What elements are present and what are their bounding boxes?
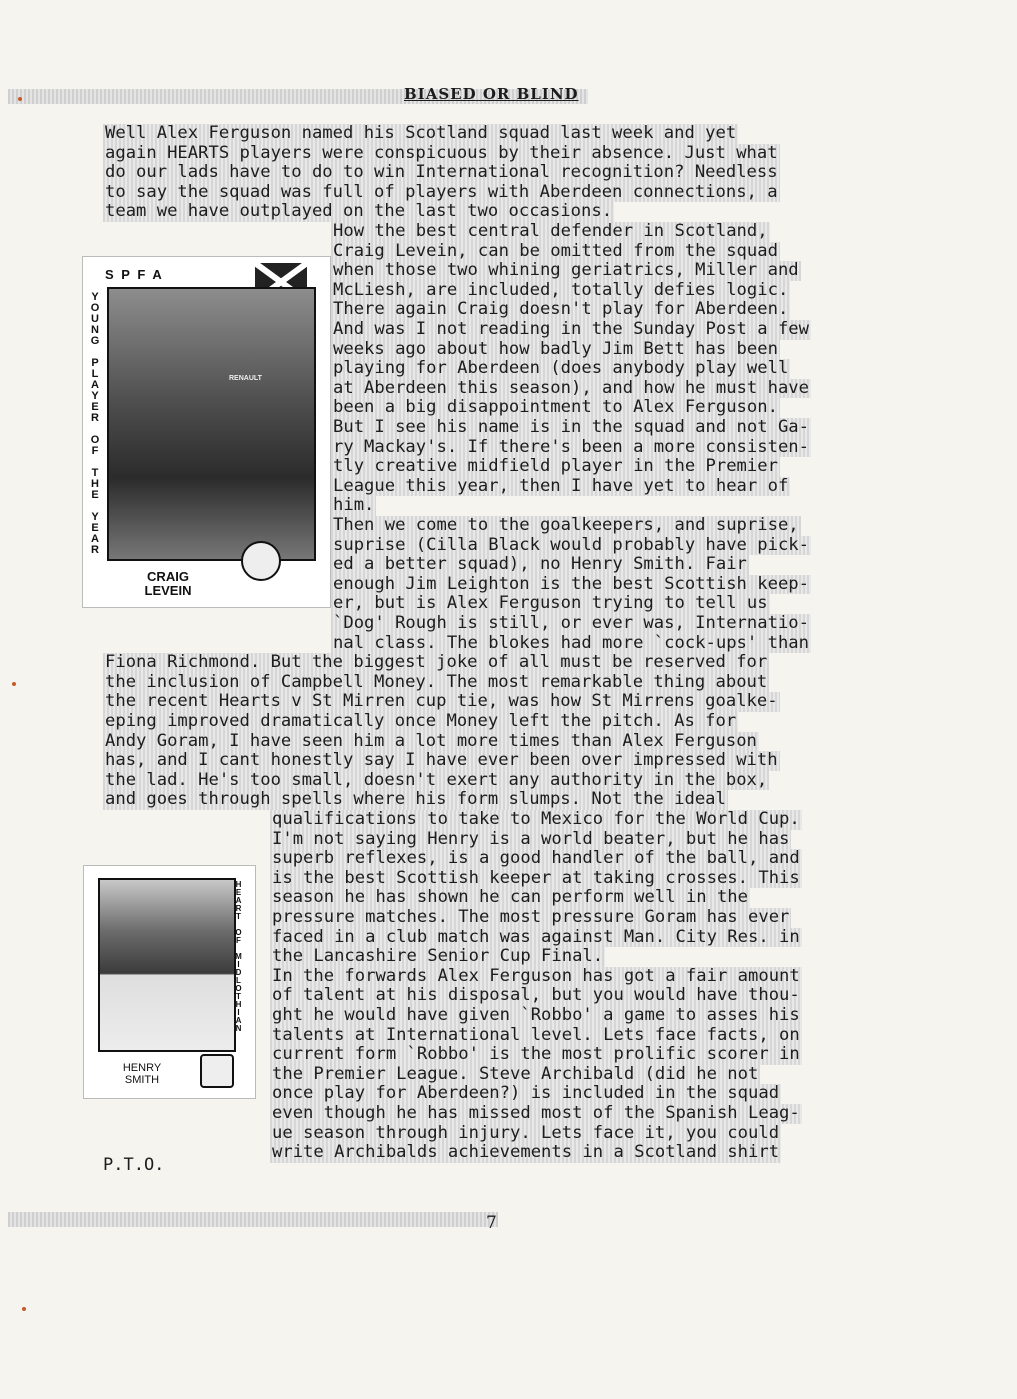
club-crest-icon	[241, 541, 281, 581]
text-line: ry Mackay's. If there's been a more consisten-	[333, 436, 809, 457]
text-line: er, but is Alex Ferguson trying to tell us	[333, 593, 768, 614]
text-line: ght he would have given `Robbo' a game to asses his	[272, 1005, 800, 1025]
text-line: playing for Aberdeen (does anybody play well	[333, 358, 789, 379]
shirt-sponsor: RENAULT	[229, 375, 262, 382]
player-card-henry-smith	[83, 865, 256, 1099]
card-header: S P F A	[105, 267, 164, 282]
text-line: faced in a club match was against Man. City Res. in	[272, 926, 800, 947]
text-line: the inclusion of Campbell Money. The most remarkable thing about	[105, 671, 768, 692]
text-line: of talent at his disposal, but you would have thou-	[272, 985, 800, 1006]
text-line: once play for Aberdeen?) is included in the squad	[272, 1083, 780, 1104]
player-photo	[98, 878, 236, 1052]
text-line: pressure matches. The most pressure Goram has ever	[272, 907, 790, 927]
text-line: write Archibalds achievements in a Scotland shirt	[272, 1142, 780, 1163]
text-line: suprise (Cilla Black would probably have pick-	[333, 534, 809, 555]
article-title: BIASED OR BLIND	[404, 85, 579, 103]
player-name-last: LEVEIN	[144, 583, 192, 598]
text-line: tly creative midfield player in the Premier	[333, 456, 778, 477]
text-line: Craig Levein, can be omitted from the squad	[333, 240, 778, 261]
text-line: the recent Hearts v St Mirren cup tie, was how St Mirrens goalke-	[105, 691, 778, 712]
club-crest-icon	[200, 1054, 234, 1088]
text-line: has, and I cant honestly say I have ever been over impressed with	[105, 750, 778, 771]
text-line: `Dog' Rough is still, or ever was, Internatio-	[333, 613, 809, 633]
text-line: eping improved dramatically once Money left the pitch. As for	[105, 711, 737, 731]
text-line: I'm not saying Henry is a world beater, but he has	[272, 828, 790, 849]
card-side-label: YOUNG PLAYER OF THE YEAR	[89, 291, 101, 555]
text-line: been a big disappointment to Alex Ferguson.	[333, 397, 778, 418]
text-line: the Lancashire Senior Cup Final.	[272, 946, 604, 967]
text-line: team we have outplayed on the last two occasions.	[105, 201, 613, 222]
player-name-last: SMITH	[124, 1074, 160, 1086]
player-name-first: CRAIG	[147, 569, 189, 584]
text-line: But I see his name is in the squad and not Ga-	[333, 417, 809, 437]
margin-mark	[18, 97, 22, 101]
text-line: talents at International level. Lets face facts, on	[272, 1024, 800, 1045]
text-line: again HEARTS players were conspicuous by their absence. Just what	[105, 142, 778, 163]
player-name-first: HENRY	[122, 1062, 162, 1074]
text-line: There again Craig doesn't play for Aberdeen.	[333, 299, 789, 320]
please-turn-over: P.T.O.	[103, 1155, 165, 1175]
text-line: is the best Scottish keeper at taking crosses. This	[272, 867, 800, 888]
text-line: even though he has missed most of the Spanish Leag-	[272, 1103, 800, 1123]
card-side-label: HEART OF MIDLOTHIAN	[234, 880, 243, 1032]
text-line: Fiona Richmond. But the biggest joke of all must be reserved for	[105, 652, 768, 673]
text-line: Then we come to the goalkeepers, and suprise,	[333, 515, 799, 535]
text-line: Well Alex Ferguson named his Scotland squad last week and yet	[105, 123, 737, 143]
text-line: the lad. He's too small, doesn't exert any authority in the box,	[105, 769, 768, 790]
text-line: current form `Robbo' is the most prolific scorer in	[272, 1044, 800, 1065]
text-line: ed a better squad), no Henry Smith. Fair	[333, 554, 747, 575]
player-card-craig-levein	[82, 256, 331, 608]
text-line: nal class. The blokes had more `cock-ups' than	[333, 632, 809, 653]
text-line: do our lads have to do to win International recognition? Needless	[105, 162, 778, 183]
text-line: at Aberdeen this season), and how he must have	[333, 377, 809, 398]
text-line: And was I not reading in the Sunday Post a few	[333, 319, 809, 339]
text-line: McLiesh, are included, totally defies logic.	[333, 279, 789, 300]
text-line: enough Jim Leighton is the best Scottish keep-	[333, 573, 809, 594]
text-line: In the forwards Alex Ferguson has got a fair amount	[272, 965, 800, 986]
text-line: the Premier League. Steve Archibald (did he not	[272, 1063, 759, 1084]
text-line: Andy Goram, I have seen him a lot more times than Alex Ferguson	[105, 730, 757, 751]
text-line: qualifications to take to Mexico for the World Cup.	[272, 809, 800, 829]
text-line: when those two whining geriatrics, Miller and	[333, 260, 799, 281]
text-line: to say the squad was full of players with Aberdeen connections, a	[105, 181, 778, 202]
text-line: weeks ago about how badly Jim Bett has been	[333, 338, 778, 359]
text-line: superb reflexes, is a good handler of the ball, and	[272, 848, 800, 869]
footer-band	[8, 1212, 498, 1227]
text-line: and goes through spells where his form slumps. Not the ideal	[105, 789, 726, 810]
margin-mark	[12, 682, 16, 686]
text-line: him.	[333, 495, 375, 516]
text-line: season he has shown he can perform well in the	[272, 887, 748, 908]
text-line: League this year, then I have yet to hear of	[333, 475, 789, 496]
margin-mark	[22, 1307, 26, 1311]
text-line: ue season through injury. Lets face it, you could	[272, 1122, 780, 1143]
player-photo	[107, 287, 316, 561]
text-line: How the best central defender in Scotland,	[333, 221, 768, 241]
page-number: 7	[486, 1213, 497, 1233]
